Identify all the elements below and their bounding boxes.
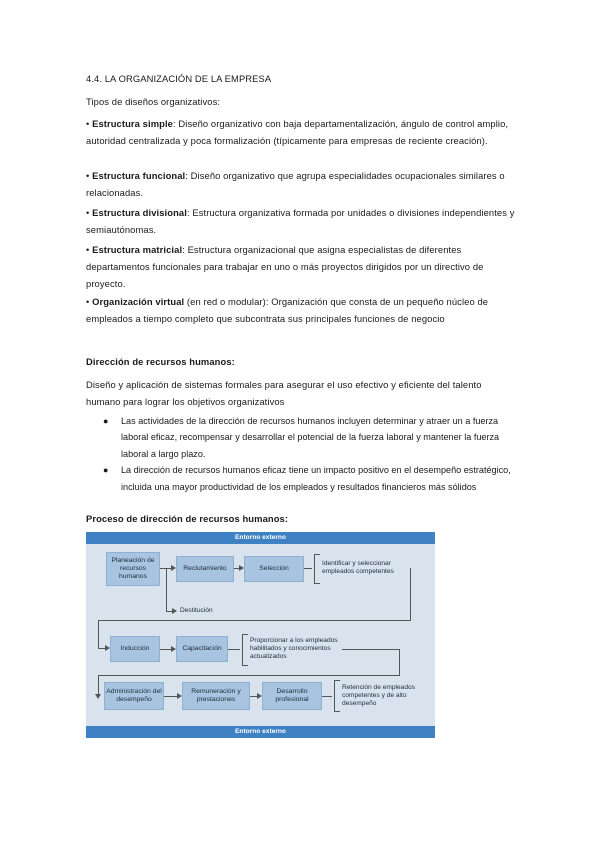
list-item: ● Las actividades de la dirección de recursos humanos incluyen determinar y atraer un a fuerza laboral eficaz, recompensar y desarrollar el potencial de la fuerza laboral y mantener la fuerza laboral a largo plazo. <box>103 416 500 459</box>
org-type-divisional: • Estructura divisional: Estructura organizativa formada por unidades o divisiones independientes y semiautónomas. <box>86 207 515 236</box>
bracket <box>242 634 248 666</box>
connector <box>250 696 257 697</box>
connector <box>98 620 411 621</box>
arrow-icon <box>95 694 101 699</box>
org-type-term: Organización virtual <box>92 296 185 307</box>
hr-heading: Dirección de recursos humanos: <box>86 356 235 367</box>
org-type-simple: • Estructura simple: Diseño organizativo con baja departamentalización, ángulo de control amplio, autoridad centralizada y poca formalización (típicamente para empresas de reciente creación). <box>86 118 509 147</box>
connector <box>98 675 99 695</box>
connector <box>410 568 411 620</box>
org-type-desc: : Diseño organizativo con baja departamentalización, ángulo de control amplio, autoridad centralizada y poca formalización (típicamente para empresas de reciente creación). <box>86 118 509 147</box>
text-retencion: Retención de empleados competentes y de alto desempeño <box>342 684 415 707</box>
org-type-term: Estructura funcional <box>92 170 186 181</box>
org-type-desc: : Diseño organizativo que agrupa especialidades ocupacionales similares o relacionadas. <box>86 170 505 199</box>
org-type-desc: : Estructura organizativa formada por unidades o divisiones independientes y semiautónomas. <box>86 207 515 236</box>
connector <box>166 569 167 611</box>
list-item: ● La dirección de recursos humanos eficaz tiene un impacto positivo en el desempeño estratégico, incluida una mayor productividad de los empleados y resultados financieros más sólidos <box>103 465 511 492</box>
org-type-term: Estructura divisional <box>92 207 187 218</box>
org-type-matrix: • Estructura matricial: Estructura organizacional que asigna especialistas de diferentes departamentos funcionales para trabajar en uno o más proyectos dirigidos por un directivo de proyecto. <box>86 244 484 290</box>
arrow-icon <box>171 565 176 571</box>
box-desarrollo: Desarrollo profesional <box>262 682 322 710</box>
hr-definition: Diseño y aplicación de sistemas formales para asegurar el uso efectivo y eficiente del talento humano para lograr los objetivos organizativos <box>86 379 482 408</box>
connector <box>322 696 332 697</box>
org-type-functional: • Estructura funcional: Diseño organizativo que agrupa especialidades ocupacionales similares o relacionadas. <box>86 170 505 199</box>
org-type-virtual: • Organización virtual (en red o modular): Organización que consta de un pequeño núcleo de empleados a tiempo completo que subcontrata sus principales funciones de negocio <box>86 296 489 325</box>
box-planeacion: Planeación de recursos humanos <box>106 552 160 586</box>
types-heading: Tipos de diseños organizativos: <box>86 96 221 107</box>
connector <box>304 568 312 569</box>
arrow-icon <box>171 646 176 652</box>
box-induccion: Inducción <box>110 636 160 662</box>
arrow-icon <box>239 565 244 571</box>
text-proporcionar: Proporcionar a los empleados habilitados y conocimientos actualizados <box>250 637 338 660</box>
connector <box>228 649 240 650</box>
connector <box>160 649 171 650</box>
arrow-icon <box>177 693 182 699</box>
org-type-term: Estructura matricial <box>92 244 183 255</box>
bracket <box>314 554 320 584</box>
connector <box>399 649 400 675</box>
box-remuneracion: Remuneración y prestaciones <box>182 682 250 710</box>
connector <box>164 696 177 697</box>
text-destitucion: Destitución <box>180 607 213 614</box>
org-type-desc: (en red o modular): Organización que consta de un pequeño núcleo de empleados a tiempo completo que subcontrata sus principales funciones de negocio <box>86 296 489 325</box>
org-type-term: Estructura simple <box>92 118 173 129</box>
connector <box>98 675 400 676</box>
org-type-desc: : Estructura organizacional que asigna especialistas de diferentes departamentos funcionales para trabajar en uno o más proyectos dirigidos por un directivo de proyecto. <box>86 244 484 290</box>
text-identificar: Identificar y seleccionar empleados competentes <box>322 560 394 575</box>
box-administracion: Administración del desempeño <box>104 682 164 710</box>
bottom-band: Entorno externo <box>86 726 435 738</box>
process-heading: Proceso de dirección de recursos humanos: <box>86 513 289 524</box>
box-seleccion: Selección <box>244 556 304 582</box>
hr-bullet-list <box>86 413 516 495</box>
box-reclutamiento: Reclutamiento <box>176 556 234 582</box>
arrow-icon <box>172 608 177 614</box>
connector <box>98 620 99 648</box>
hr-process-diagram <box>86 532 435 738</box>
arrow-icon <box>257 693 262 699</box>
top-band: Entorno externo <box>86 532 435 544</box>
connector <box>342 649 400 650</box>
bracket <box>334 680 340 712</box>
box-capacitacion: Capacitación <box>176 636 228 662</box>
section-title: 4.4. LA ORGANIZACIÓN DE LA EMPRESA <box>86 73 272 84</box>
